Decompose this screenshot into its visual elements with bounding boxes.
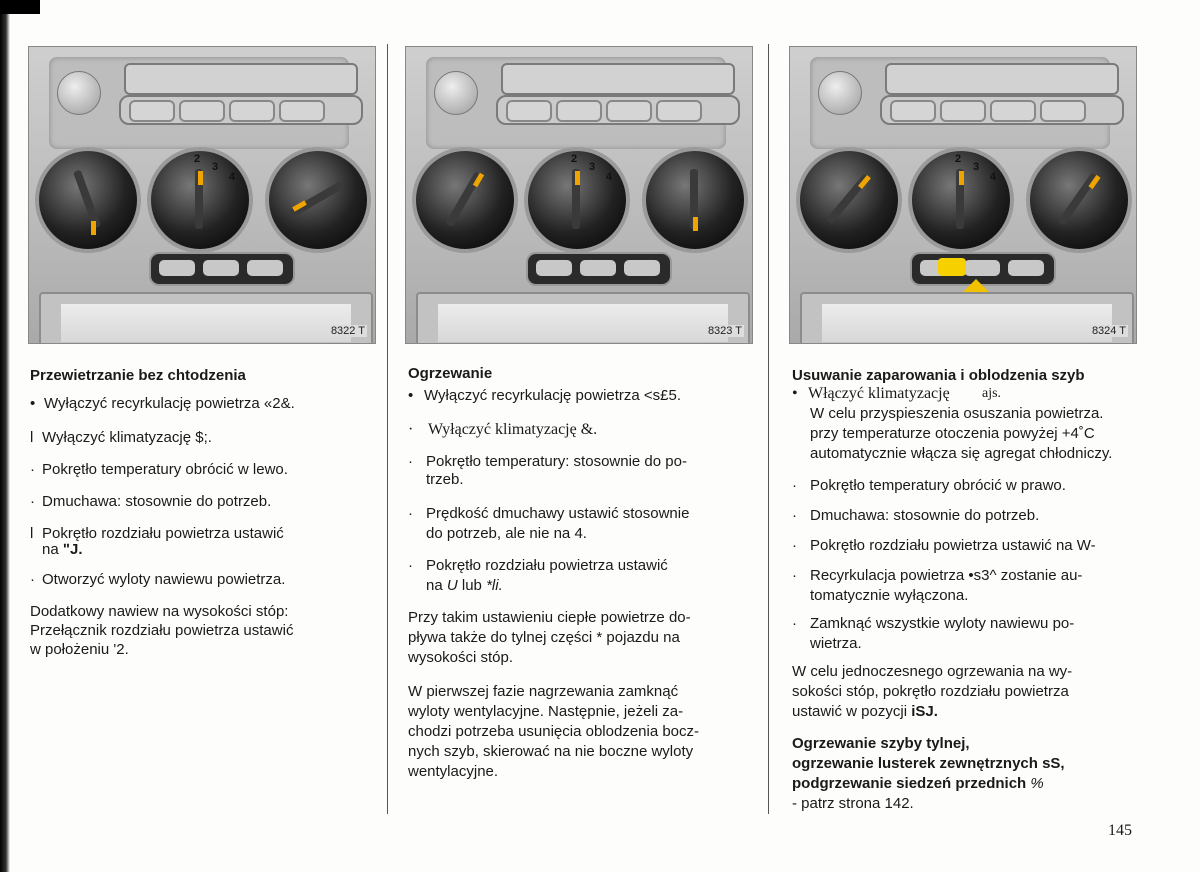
list-marker: ·: [30, 493, 35, 510]
image-code: 8323 T: [707, 325, 742, 337]
section-heading: Przewietrzanie bez chtodzenia: [30, 367, 246, 384]
section-heading: Usuwanie zaparowania i oblodzenia szyb: [792, 367, 1085, 384]
list-marker: l: [30, 429, 34, 446]
paragraph-line: wentylacyjne.: [408, 763, 499, 780]
radio-buttons: [880, 95, 1124, 125]
list-marker: •: [30, 395, 36, 412]
list-item-continuation: trzeb.: [426, 471, 464, 488]
page-corner-mark: [0, 0, 40, 14]
note-line: automatycznie włącza się agregat chłodniczy.: [810, 445, 1113, 462]
fan-speed-3: 3: [212, 161, 219, 173]
list-marker: ·: [792, 537, 797, 554]
list-item-continuation: tomatycznie wyłączona.: [810, 587, 969, 604]
fan-speed-3: 3: [589, 161, 596, 173]
list-marker: ·: [792, 615, 797, 632]
distribution-knob: [1026, 147, 1132, 253]
airflow-symbol: ʺJ.: [62, 541, 83, 558]
page-reference: - patrz strona 142.: [792, 795, 914, 812]
list-item-continuation: wietrza.: [810, 635, 862, 652]
paragraph-line: W pierwszej fazie nagrzewania zamknąć: [408, 683, 679, 700]
radio-knob: [818, 71, 862, 115]
paragraph-line: W celu jednoczesnego ogrzewania na wy-: [792, 663, 1073, 680]
footwell-symbol: iSJ.: [911, 703, 938, 720]
seat-heat-symbol: %: [1030, 775, 1044, 792]
distribution-knob: [642, 147, 748, 253]
list-marker: ·: [30, 571, 35, 588]
paragraph-line: Przy takim ustawieniu ciepłe powietrze do-: [408, 609, 691, 626]
dashboard-photo-8322: [28, 46, 376, 344]
column-divider-1: [387, 44, 388, 814]
paragraph-line: Dodatkowy nawiew na wysokości stóp:: [30, 603, 289, 620]
section-heading: Ogrzewanie: [408, 365, 493, 382]
subsection-heading: podgrzewanie siedzeń przednich %: [792, 775, 1044, 792]
radio-knob: [57, 71, 101, 115]
radio-buttons: [496, 95, 740, 125]
temperature-knob: [796, 147, 902, 253]
note-line: przy temperaturze otoczenia powyżej +4˚C: [810, 425, 1095, 442]
list-item-continuation: na U lub *li.: [426, 577, 503, 594]
control-buttons: [526, 252, 672, 286]
list-marker: ·: [30, 461, 35, 478]
list-marker: ·: [792, 507, 797, 524]
temperature-knob: [35, 147, 141, 253]
list-marker: ·: [408, 453, 413, 470]
list-marker: ·: [792, 477, 797, 494]
image-code: 8322 T: [330, 325, 365, 337]
paragraph-line: chodzi potrzeba usunięcia oblodzenia bocz-: [408, 723, 700, 740]
radio-display: [885, 63, 1119, 95]
subsection-heading: Ogrzewanie szyby tylnej,: [792, 735, 970, 752]
fan-speed-2: 2: [571, 153, 578, 165]
fan-speed-4: 4: [990, 171, 997, 183]
mirror-heat-symbol: sS,: [1042, 755, 1065, 772]
fan-speed-2: 2: [194, 153, 201, 165]
radio-knob: [434, 71, 478, 115]
list-item-continuation: do potrzeb, ale nie na 4.: [426, 525, 587, 542]
paragraph-line: pływa także do tylnej części * pojazdu na: [408, 629, 680, 646]
dashboard-photo-8324: [789, 46, 1137, 344]
fan-speed-3: 3: [973, 161, 980, 173]
ac-button-lit: [938, 258, 966, 276]
image-code: 8324 T: [1091, 325, 1126, 337]
storage-tray: [39, 292, 373, 344]
distribution-knob: [265, 147, 371, 253]
paragraph-line: sokości stóp, pokrętło rozdziału powietrza: [792, 683, 1069, 700]
fan-speed-4: 4: [229, 171, 236, 183]
temperature-knob: [412, 147, 518, 253]
list-marker: ·: [408, 421, 414, 438]
storage-tray: [416, 292, 750, 344]
ac-symbol: ajs.: [982, 386, 1002, 401]
page-number: 145: [1108, 822, 1132, 839]
list-marker: ·: [408, 557, 413, 574]
fan-speed-2: 2: [955, 153, 962, 165]
paragraph-line: Przełącznik rozdziału powietrza ustawić: [30, 622, 294, 639]
airflow-symbol: U: [446, 577, 458, 594]
list-marker: l: [30, 525, 34, 542]
radio-display: [124, 63, 358, 95]
list-item-continuation: na ʺJ.: [42, 541, 83, 558]
dashboard-photo-8323: [405, 46, 753, 344]
paragraph-line: wyloty wentylacyjne. Następnie, jeżeli za-: [408, 703, 684, 720]
fan-speed-4: 4: [606, 171, 613, 183]
page-binding-edge: [0, 0, 10, 872]
radio-display: [501, 63, 735, 95]
note-line: W celu przyspieszenia osuszania powietrza.: [810, 405, 1104, 422]
storage-tray: [800, 292, 1134, 344]
subsection-heading: ogrzewanie lusterek zewnętrznych sS,: [792, 755, 1065, 772]
paragraph-line: nych szyb, skierować na nie boczne wyloty: [408, 743, 694, 760]
list-marker: ·: [792, 567, 797, 584]
radio-buttons: [119, 95, 363, 125]
paragraph-line: w położeniu '2.: [30, 641, 129, 658]
list-marker: ·: [408, 505, 413, 522]
paragraph-line: ustawić w pozycji iSJ.: [792, 703, 938, 720]
control-buttons: [149, 252, 295, 286]
list-marker: •: [408, 387, 414, 404]
paragraph-line: wysokości stóp.: [408, 649, 514, 666]
airflow-symbol: *li.: [486, 577, 503, 594]
list-marker: •: [792, 385, 798, 402]
column-divider-2: [768, 44, 769, 814]
